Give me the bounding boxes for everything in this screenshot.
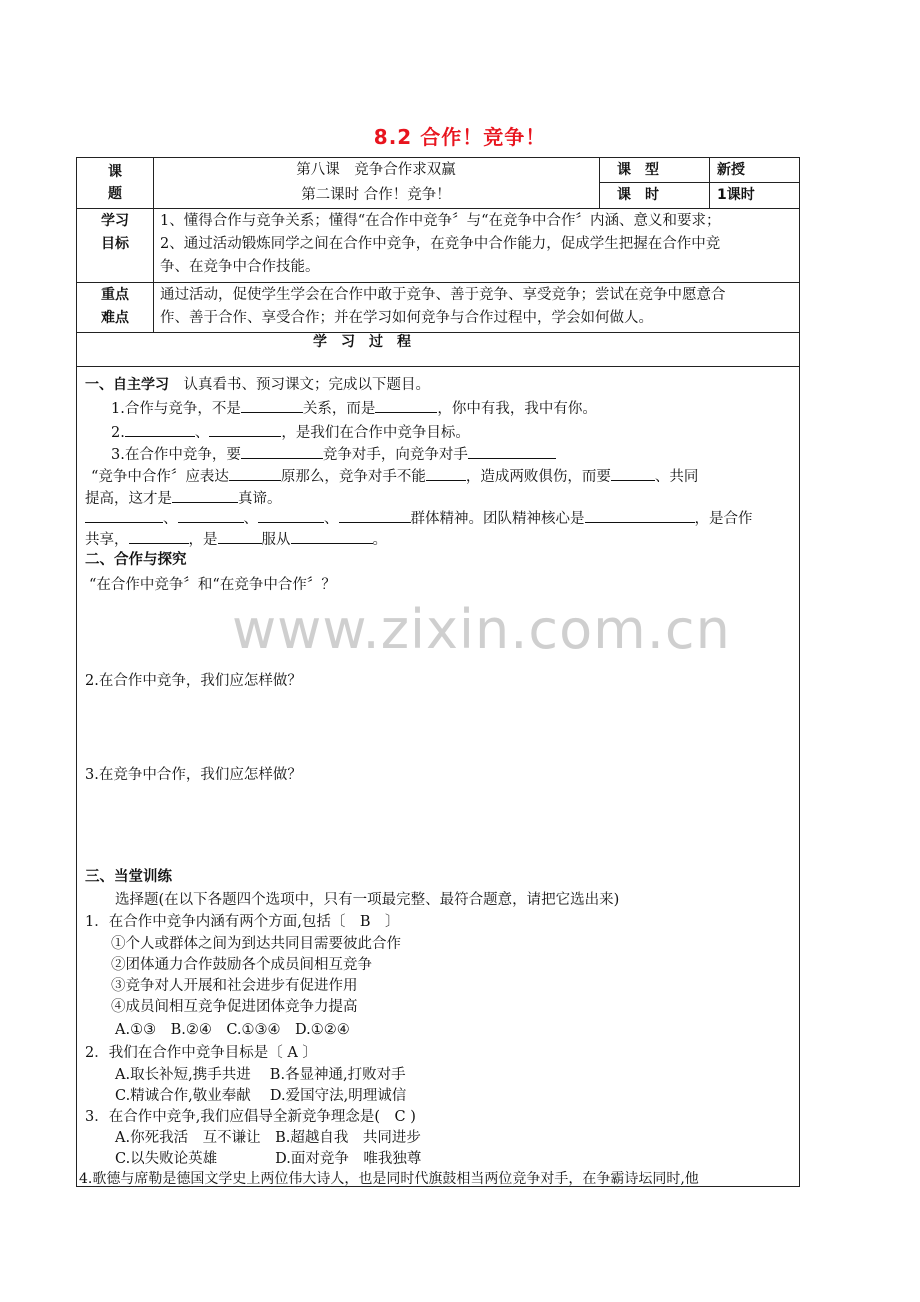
exercise-question-1: 1．在合作中竞争内涵有两个方面,包括〔 B 〕 — [85, 914, 400, 930]
fill-question-6: 、 、 、 群体精神。团队精神核心是 ，是合作 — [85, 507, 753, 530]
type-label: 课 型 — [617, 162, 659, 178]
explore-question-2: 2.在合作中竞争，我们应怎样做？ — [85, 673, 302, 689]
q3-choices-cd: C.以失败论英雄 D.面对竞争 唯我独尊 — [115, 1151, 422, 1167]
row-divider — [77, 366, 799, 367]
answer-blank[interactable] — [291, 528, 373, 544]
time-value: 1课时 — [717, 187, 755, 203]
section1-heading-line — [85, 374, 430, 396]
fill-question-2: 2. 、 ，是我们在合作中竞争目标。 — [111, 421, 470, 444]
fill-question-1: 1.合作与竞争，不是 关系，而是 ，你中有我，我中有你。 — [111, 397, 597, 420]
answer-blank[interactable] — [241, 443, 323, 459]
answer-blank[interactable] — [125, 421, 195, 437]
page-title: 8.2 合作！竞争！ — [373, 125, 547, 149]
process-title: 学 习 过 程 — [313, 334, 411, 350]
answer-blank[interactable] — [375, 397, 437, 413]
q2-choices-cd: C.精诚合作,敬业奉献 D.爱国守法,明理诚信 — [115, 1088, 407, 1104]
answer-blank[interactable] — [339, 507, 411, 523]
fill-question-7: 共享， ，是 服从 。 — [85, 528, 387, 551]
answer-blank[interactable] — [178, 507, 244, 523]
answer-blank[interactable] — [229, 465, 281, 481]
time-label: 课 时 — [617, 187, 659, 203]
answer-blank[interactable] — [218, 528, 262, 544]
answer-blank[interactable] — [426, 465, 466, 481]
q1-choices: A.①③ B.②④ C.①③④ D.①②④ — [115, 1022, 350, 1038]
q1-option-2: ②团体通力合作鼓励各个成员间相互竞争 — [111, 957, 372, 973]
section1-intro: 认真看书、预习课文；完成以下题目。 — [169, 377, 430, 393]
section1-heading: 一、自主学习 — [85, 377, 169, 393]
answer-blank[interactable] — [172, 487, 238, 503]
explore-question-3: 3.在竞争中合作，我们应怎样做？ — [85, 767, 302, 783]
col-divider — [599, 158, 600, 208]
exercise-instruction: 选择题(在以下各题四个选项中，只有一项最完整、最符合题意，请把它选出来) — [115, 892, 620, 908]
q3-choices-ab: A.你死我活 互不谦让 B.超越自我 共同进步 — [115, 1130, 421, 1146]
answer-blank[interactable] — [611, 465, 655, 481]
type-value: 新授 — [717, 162, 745, 178]
row-divider — [77, 282, 799, 283]
explore-question-1: “在合作中竞争〞和“在竞争中合作〞？ — [89, 577, 336, 593]
answer-blank[interactable] — [129, 528, 189, 544]
period-name: 第二课时 合作！竞争！ — [301, 187, 451, 203]
row-divider — [77, 208, 799, 209]
watermark: www.zixin.com.cn — [232, 598, 731, 661]
fill-question-4: “竞争中合作〞应表达 原那么，竞争对手不能 ，造成两败俱伤，而要 、共同 — [91, 465, 698, 488]
col-divider — [709, 158, 710, 208]
focus-label: 重点 难点 — [101, 287, 129, 326]
section3-heading: 三、当堂训练 — [85, 869, 172, 885]
answer-blank[interactable] — [585, 507, 695, 523]
answer-blank[interactable] — [241, 397, 303, 413]
q2-choices-ab: A.取长补短,携手共进 B.各显神通,打败对手 — [115, 1067, 406, 1083]
q1-option-4: ④成员间相互竞争促进团体竞争力提高 — [111, 999, 358, 1015]
row-divider — [599, 182, 799, 183]
answer-blank[interactable] — [258, 507, 324, 523]
lesson-plan-table — [76, 157, 800, 1187]
lesson-name: 第八课 竞争合作求双赢 — [296, 162, 456, 178]
focus-text: 通过活动，促使学生学会在合作中敢于竞争、善于竞争、享受竞争；尝试在竞争中愿意合 作、善于合作、享受合作；并在学习如何竞争与合作过程中，学会如何做人。 — [160, 287, 726, 326]
q1-option-1: ①个人或群体之间为到达共同目需要彼此合作 — [111, 936, 401, 952]
answer-blank[interactable] — [85, 507, 163, 523]
goals-text: 1、懂得合作与竞争关系；懂得“在合作中竞争〞与“在竞争中合作〞内涵、意义和要求； 2、通过活动锻炼同学之间在合作中竞争，在竞争中合作能力，促成学生把握在合作中竞 争、在竞争中合作技能。 — [160, 213, 721, 275]
answer-blank[interactable] — [209, 421, 281, 437]
section2-heading: 二、合作与探究 — [85, 552, 187, 568]
q1-option-3: ③竞争对人开展和社会进步有促进作用 — [111, 978, 358, 994]
exercise-question-2: 2．我们在合作中竞争目标是〔 A 〕 — [85, 1045, 317, 1061]
answer-blank[interactable] — [468, 443, 556, 459]
fill-question-5: 提高，这才是 真谛。 — [85, 487, 282, 510]
exercise-question-4: 4.歌德与席勒是德国文学史上两位伟大诗人，也是同时代旗鼓相当两位竞争对手，在争霸诗坛同时,他 — [79, 1171, 699, 1187]
fill-question-3: 3.在合作中竞争，要 竞争对手，向竞争对手 — [111, 443, 556, 466]
exercise-question-3: 3．在合作中竞争,我们应倡导全新竞争理念是( C ) — [85, 1109, 416, 1125]
goals-label: 学习 目标 — [101, 213, 129, 252]
topic-label: 课 题 — [108, 164, 122, 202]
